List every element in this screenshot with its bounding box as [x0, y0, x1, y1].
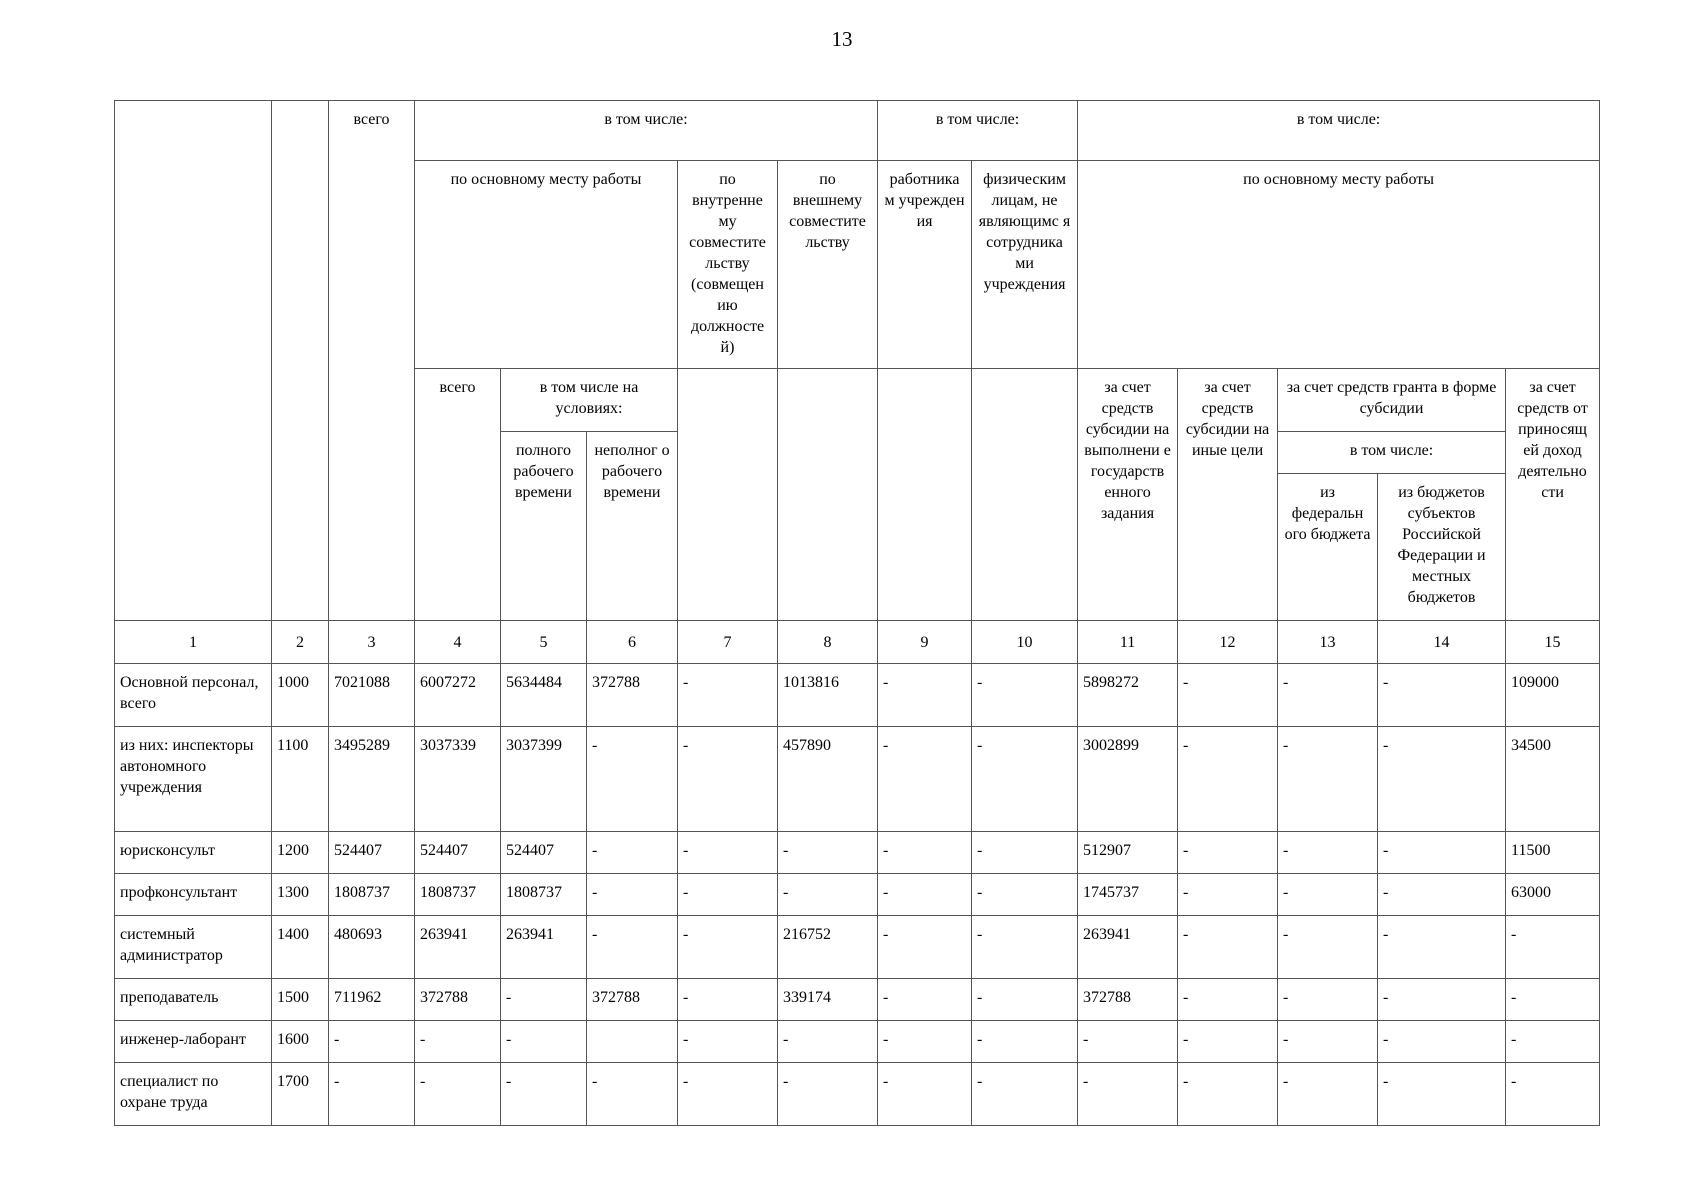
table-row	[115, 1021, 1600, 1063]
table-cell: -	[587, 1063, 678, 1126]
table-cell: -	[1378, 832, 1506, 874]
row-code: 1700	[272, 1063, 329, 1126]
table-row	[115, 664, 1600, 727]
table-cell: -	[972, 979, 1078, 1021]
header-v-tom-chisle-4: в том числе:	[1278, 432, 1506, 474]
row-name: преподаватель	[115, 979, 272, 1021]
table-row	[115, 916, 1600, 979]
table-cell: -	[878, 664, 972, 727]
table-cell: -	[678, 1021, 778, 1063]
table-cell: 524407	[501, 832, 587, 874]
header-blank-10	[972, 369, 1078, 621]
table-cell: -	[1078, 1063, 1178, 1126]
table-row	[115, 979, 1600, 1021]
header-iz-federalnogo: из федеральн ого бюджета	[1278, 474, 1378, 621]
header-po-osnovnomu-mestu-2: по основному месту работы	[1078, 161, 1600, 369]
table-cell: -	[415, 1021, 501, 1063]
table-cell: -	[1178, 916, 1278, 979]
col-num: 15	[1506, 621, 1600, 664]
header-polnogo: полного рабочего времени	[501, 432, 587, 621]
table-cell: 263941	[501, 916, 587, 979]
table-cell: -	[1278, 874, 1378, 916]
table-cell: -	[1378, 1021, 1506, 1063]
table-cell: -	[678, 874, 778, 916]
table-cell: -	[1506, 979, 1600, 1021]
header-po-vneshnemu: по внешнему совместите льству	[778, 161, 878, 369]
table-cell: -	[1278, 916, 1378, 979]
table-cell: -	[1506, 916, 1600, 979]
col-num: 7	[678, 621, 778, 664]
header-nepolnogo: неполног о рабочего времени	[587, 432, 678, 621]
table-cell: -	[1178, 832, 1278, 874]
table-cell: -	[678, 832, 778, 874]
row-name: профконсультант	[115, 874, 272, 916]
table-cell: 6007272	[415, 664, 501, 727]
row-code: 1600	[272, 1021, 329, 1063]
header-blank-8	[778, 369, 878, 621]
table-cell	[587, 1021, 678, 1063]
row-code: 1300	[272, 874, 329, 916]
table-cell: -	[501, 979, 587, 1021]
table-cell: -	[678, 727, 778, 832]
header-blank-7	[678, 369, 778, 621]
table-cell: -	[1178, 1063, 1278, 1126]
table-cell: -	[1378, 916, 1506, 979]
header-v-tom-chisle-3: в том числе:	[1078, 101, 1600, 161]
table-cell: -	[878, 832, 972, 874]
table-cell: -	[778, 1021, 878, 1063]
table-cell: 372788	[587, 979, 678, 1021]
table-cell: -	[587, 727, 678, 832]
header-usloviya: в том числе на условиях:	[501, 369, 678, 432]
table-cell: -	[1278, 1021, 1378, 1063]
table-cell: -	[1378, 874, 1506, 916]
row-name: Основной персонал, всего	[115, 664, 272, 727]
page-number: 13	[831, 27, 853, 51]
table-cell: 3037339	[415, 727, 501, 832]
row-name: юрисконсульт	[115, 832, 272, 874]
row-code: 1500	[272, 979, 329, 1021]
table-cell: -	[678, 1063, 778, 1126]
table-cell: -	[878, 916, 972, 979]
col-num: 2	[272, 621, 329, 664]
table-cell: 3037399	[501, 727, 587, 832]
table-cell: 1745737	[1078, 874, 1178, 916]
table-cell: 524407	[329, 832, 415, 874]
table-cell: -	[778, 874, 878, 916]
table-cell: 216752	[778, 916, 878, 979]
table-cell: -	[678, 979, 778, 1021]
col-num: 6	[587, 621, 678, 664]
table-cell: 480693	[329, 916, 415, 979]
table-cell: 5898272	[1078, 664, 1178, 727]
header-po-osnovnomu-mestu-1: по основному месту работы	[415, 161, 678, 369]
table-cell: -	[1278, 664, 1378, 727]
table-cell: -	[1178, 874, 1278, 916]
header-za-schet-prinos: за счет средств от приносящ ей доход деятельно сти	[1506, 369, 1600, 621]
table-cell: 339174	[778, 979, 878, 1021]
row-code: 1200	[272, 832, 329, 874]
table-cell: 512907	[1078, 832, 1178, 874]
row-name: инженер-лаборант	[115, 1021, 272, 1063]
staff-table	[114, 100, 1600, 1126]
header-vsego: всего	[329, 101, 415, 621]
table-cell: -	[1506, 1021, 1600, 1063]
table-cell: -	[1178, 979, 1278, 1021]
table-cell: -	[878, 1063, 972, 1126]
table-cell: -	[678, 916, 778, 979]
table-cell: -	[501, 1021, 587, 1063]
col-num: 13	[1278, 621, 1378, 664]
table-cell: 457890	[778, 727, 878, 832]
column-numbers-row	[115, 621, 1600, 664]
col-num: 3	[329, 621, 415, 664]
table-cell: -	[1178, 727, 1278, 832]
table-cell: 372788	[415, 979, 501, 1021]
header-v-tom-chisle-1: в том числе:	[415, 101, 878, 161]
table-cell: -	[1378, 727, 1506, 832]
table-cell: 1013816	[778, 664, 878, 727]
table-cell: 34500	[1506, 727, 1600, 832]
table-cell: -	[972, 874, 1078, 916]
header-rabotnikam: работника м учрежден ия	[878, 161, 972, 369]
table-cell: -	[1278, 832, 1378, 874]
table-cell: 109000	[1506, 664, 1600, 727]
table-cell: -	[1378, 1063, 1506, 1126]
header-fiz-licam: физическим лицам, не являющимс я сотрудника ми учреждения	[972, 161, 1078, 369]
table-cell: -	[1278, 979, 1378, 1021]
table-cell: 263941	[1078, 916, 1178, 979]
col-num: 14	[1378, 621, 1506, 664]
table-cell: -	[972, 1063, 1078, 1126]
table-cell: 1808737	[501, 874, 587, 916]
table-cell: 524407	[415, 832, 501, 874]
table-cell: 1808737	[415, 874, 501, 916]
header-blank-2	[272, 101, 329, 621]
row-code: 1400	[272, 916, 329, 979]
table-cell: -	[1278, 1063, 1378, 1126]
col-num: 9	[878, 621, 972, 664]
table-cell: -	[972, 664, 1078, 727]
header-v-tom-chisle-2: в том числе:	[878, 101, 1078, 161]
header-blank-1	[115, 101, 272, 621]
table-cell: -	[1078, 1021, 1178, 1063]
header-za-schet-granta: за счет средств гранта в форме субсидии	[1278, 369, 1506, 432]
col-num: 5	[501, 621, 587, 664]
row-name: специалист по охране труда	[115, 1063, 272, 1126]
col-num: 11	[1078, 621, 1178, 664]
table-cell: 372788	[1078, 979, 1178, 1021]
table-cell: 63000	[1506, 874, 1600, 916]
table-row	[115, 727, 1600, 832]
table-cell: -	[878, 979, 972, 1021]
header-po-vnutrennemu: по внутренне му совместите льству (совмещен ию должносте й)	[678, 161, 778, 369]
table-row	[115, 832, 1600, 874]
table-cell: 11500	[1506, 832, 1600, 874]
table-cell: -	[678, 664, 778, 727]
table-cell: -	[972, 727, 1078, 832]
header-vsego-sub: всего	[415, 369, 501, 621]
row-code: 1100	[272, 727, 329, 832]
table-cell: -	[972, 1021, 1078, 1063]
header-blank-9	[878, 369, 972, 621]
table-row	[115, 1063, 1600, 1126]
table-cell: -	[778, 832, 878, 874]
table-cell: -	[415, 1063, 501, 1126]
table-cell: 1808737	[329, 874, 415, 916]
col-num: 4	[415, 621, 501, 664]
table-cell: 3495289	[329, 727, 415, 832]
table-cell: 3002899	[1078, 727, 1178, 832]
row-name: системный администратор	[115, 916, 272, 979]
table-cell: -	[329, 1063, 415, 1126]
table-cell: 711962	[329, 979, 415, 1021]
table-cell: -	[1506, 1063, 1600, 1126]
table-cell: -	[1178, 1021, 1278, 1063]
table-cell: -	[1378, 979, 1506, 1021]
table-cell: 5634484	[501, 664, 587, 727]
header-za-schet-inye: за счет средств субсидии на иные цели	[1178, 369, 1278, 621]
header-iz-byudzhetov: из бюджетов субъектов Российской Федерации и местных бюджетов	[1378, 474, 1506, 621]
table-cell: -	[972, 832, 1078, 874]
table-cell: -	[1378, 664, 1506, 727]
table-cell: -	[878, 874, 972, 916]
col-num: 8	[778, 621, 878, 664]
col-num: 1	[115, 621, 272, 664]
table-cell: 263941	[415, 916, 501, 979]
table-cell: -	[587, 832, 678, 874]
col-num: 10	[972, 621, 1078, 664]
col-num: 12	[1178, 621, 1278, 664]
table-cell: -	[878, 727, 972, 832]
table-cell: -	[587, 874, 678, 916]
header-za-schet-gos: за счет средств субсидии на выполнени е государств енного задания	[1078, 369, 1178, 621]
table-cell: -	[329, 1021, 415, 1063]
table-cell: -	[1178, 664, 1278, 727]
table-cell: -	[587, 916, 678, 979]
table-row	[115, 874, 1600, 916]
row-name: из них: инспекторы автономного учреждения	[115, 727, 272, 832]
table-cell: 372788	[587, 664, 678, 727]
row-code: 1000	[272, 664, 329, 727]
table-cell: -	[972, 916, 1078, 979]
table-cell: 7021088	[329, 664, 415, 727]
table-cell: -	[778, 1063, 878, 1126]
table-cell: -	[878, 1021, 972, 1063]
table-cell: -	[501, 1063, 587, 1126]
table-cell: -	[1278, 727, 1378, 832]
